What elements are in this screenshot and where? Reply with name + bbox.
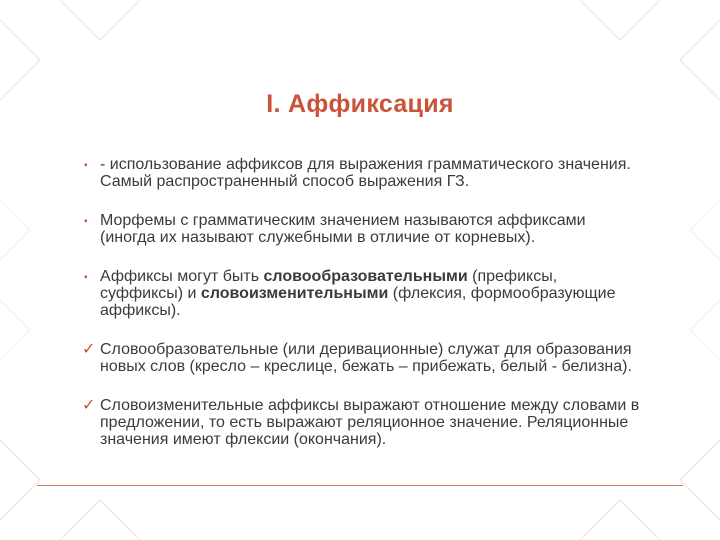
bold-term: словообразовательными xyxy=(263,268,468,285)
square-bullet-icon: ▪ xyxy=(84,272,88,283)
bullet-item xyxy=(82,268,642,319)
text-run: Аффиксы могут быть xyxy=(100,268,264,285)
bullet-item xyxy=(82,212,642,246)
slide-title: I. Аффиксация xyxy=(266,90,454,118)
text-run: (флексия, формообразующие аффиксы). xyxy=(100,285,616,319)
text-run: (префиксы, суффиксы) и xyxy=(100,268,558,302)
item-text xyxy=(100,397,639,448)
item-text xyxy=(100,156,631,190)
square-bullet-icon: ▪ xyxy=(84,216,88,227)
item-text xyxy=(100,268,616,319)
text-run: Морфемы с грамматическим значением называются аффиксами (иногда их называют служебными в отличие от корневых). xyxy=(100,212,586,246)
footer-divider xyxy=(37,485,683,486)
text-run: - использование аффиксов для выражения грамматического значения. Самый распространенный способ выражения ГЗ. xyxy=(100,156,631,190)
square-bullet-icon: ▪ xyxy=(84,160,88,171)
checklist-item xyxy=(82,397,642,448)
text-run: Словоизменительные аффиксы выражают отношение между словами в предложении, то есть выражают реляционное значение. Реляционные значения имеют флексии (окончания). xyxy=(100,397,640,448)
text-run: Словообразовательные (или деривационные) служат для образования новых слов (кресло – креслице, бежать – прибежать, белый - белизна). xyxy=(100,341,632,375)
checkmark-icon: ✓ xyxy=(82,397,96,414)
checkmark-icon: ✓ xyxy=(82,341,96,358)
content-list xyxy=(82,156,642,470)
item-text xyxy=(100,212,586,246)
checklist-item xyxy=(82,341,642,375)
item-text xyxy=(100,341,632,375)
bold-term: словоизменительными xyxy=(200,285,389,302)
bullet-item xyxy=(82,156,642,190)
